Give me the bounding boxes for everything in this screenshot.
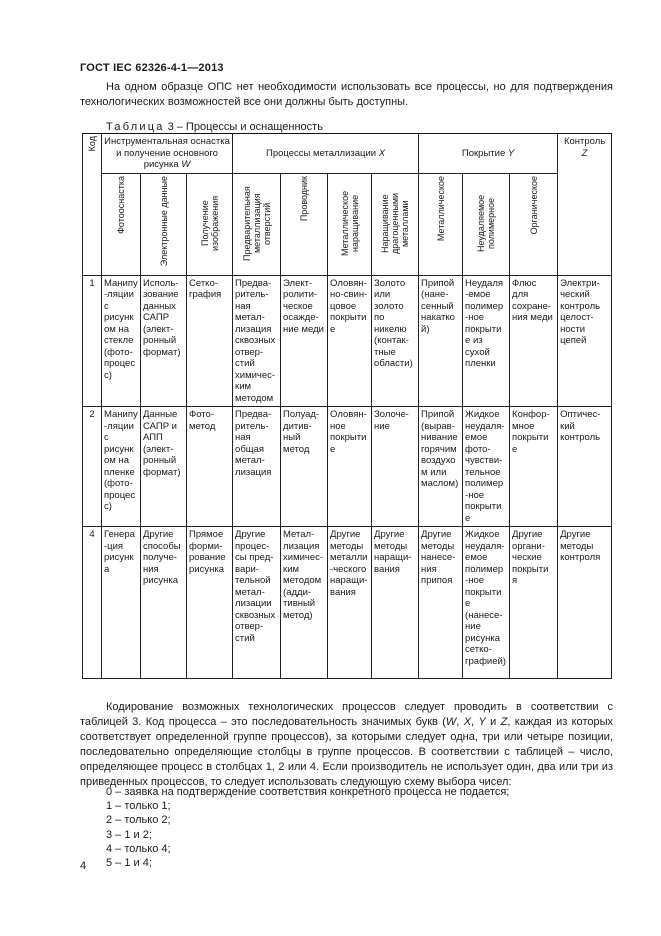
table-cell: Оловян-но-свин-цовое покрыти е bbox=[328, 275, 372, 407]
table-cell: Жидкое неудаля-емое фото-чувстви-тельное полимер -ное покрыти е bbox=[463, 407, 510, 527]
table-cell: Другие методы контроля bbox=[558, 527, 612, 679]
group-header-y: Покрытие Y bbox=[419, 134, 558, 174]
table-cell: Манипу-ляции с рисунком на стекле (фото-процесс) bbox=[102, 275, 141, 407]
list-item: 1 – только 1; bbox=[106, 800, 171, 813]
table-cell: Жидкое неудаля-емое полимер -ное покрыти е (нанесе-ние рисунка сетко-графией) bbox=[463, 527, 510, 679]
table-cell: Золото или золото по никелю (контак-тные области) bbox=[372, 275, 419, 407]
table-cell: Сетко-графия bbox=[187, 275, 233, 407]
table-cell: Другие методы наращи-вания bbox=[372, 527, 419, 679]
table-cell: Полуад-дитив-ный метод bbox=[281, 407, 328, 527]
table-cell: Другие методы нанесе-ния припоя bbox=[419, 527, 463, 679]
subheader-precious-buildup: Наращивание драгоценными металлами bbox=[372, 173, 419, 275]
table-cell: Данные САПР и АПП (элект-ронный формат) bbox=[141, 407, 187, 527]
code-scheme-list bbox=[106, 785, 509, 870]
table-row bbox=[83, 407, 612, 527]
table-cell: Другие органи-ческие покрыти я bbox=[510, 527, 558, 679]
table-cell: Другие процес-сы пред-вари-тельной метал-лизации сквозных отвер-стий bbox=[233, 527, 281, 679]
code-column-header: Код bbox=[83, 134, 102, 276]
table-cell: Прямое форми-рование рисунка bbox=[187, 527, 233, 679]
coding-explanation: Кодирование возможных технологических процессов следует проводить в соответствии с таблицей 3. Код процесса – это последовательность значимых букв (W, X, Y и Z, каждая из которых соответствует определенной группе процессов), за которыми следует одна, три или четыре позиции, последовательно определяющие столбцы в группе процессов. В соответствии с таблицей – число, определяющее процесс в столбцах 1, 2 или 4. Если производитель не использует один, два или три из приведенных процессов, то следует использовать следующую схему выбора чисел: bbox=[80, 701, 613, 788]
body-paragraph bbox=[80, 700, 613, 790]
table-row bbox=[83, 527, 612, 679]
group-header-z: Контроль Z bbox=[558, 134, 612, 276]
list-item: 2 – только 2; bbox=[106, 814, 171, 827]
table-cell: Неудаля -емое полимер -ное покрыти е из сухой пленки bbox=[463, 275, 510, 407]
table-caption-label: Таблица bbox=[106, 121, 165, 133]
process-table bbox=[82, 133, 612, 679]
table-subheader-row bbox=[83, 173, 612, 275]
row-code: 2 bbox=[83, 407, 102, 527]
table-caption bbox=[106, 121, 323, 133]
group-header-x: Процессы металлизации X bbox=[233, 134, 419, 174]
table-cell: Другие способы получе-ния рисунка bbox=[141, 527, 187, 679]
row-code: 4 bbox=[83, 527, 102, 679]
subheader-conductor: Проводник bbox=[281, 173, 328, 275]
intro-paragraph: На одном образце ОПС нет необходимости использовать все процессы, но для подтверждения технологических возможностей все они должны быть доступны. bbox=[80, 81, 613, 108]
row-code: 1 bbox=[83, 275, 102, 407]
table-cell: Конфор-мное покрыти е bbox=[510, 407, 558, 527]
subheader-electronic-data: Электронные данные bbox=[141, 173, 187, 275]
table-cell: Предва-ритель-ная метал-лизация сквозных отвер-стий химичес-ким методом bbox=[233, 275, 281, 407]
table-cell: Золоче-ние bbox=[372, 407, 419, 527]
table-cell: Метал-лизация химичес-ким методом (адди-тивный метод) bbox=[281, 527, 328, 679]
table-cell: Припой (вырав-нивание горячим воздухом или маслом) bbox=[419, 407, 463, 527]
table-row bbox=[83, 275, 612, 407]
table-cell: Другие методы металли-ческого наращи-вания bbox=[328, 527, 372, 679]
table-cell: Электри-ческий контроль целост-ности цепей bbox=[558, 275, 612, 407]
table-cell: Манипу-ляции с рисунком на пленке (фото-процесс) bbox=[102, 407, 141, 527]
table-group-header-row bbox=[83, 134, 612, 174]
table-cell: Оловян-ное покрыти е bbox=[328, 407, 372, 527]
subheader-organic: Органическое bbox=[510, 173, 558, 275]
subheader-photo-tooling: Фотооснастка bbox=[102, 173, 141, 275]
list-item: 4 – только 4; bbox=[106, 842, 171, 855]
list-item: 0 – заявка на подтверждение соответствия конкретного процесса не подается; bbox=[106, 786, 510, 798]
subheader-permanent-polymer: Неудаляемое полимерное bbox=[463, 173, 510, 275]
table-cell: Фото-метод bbox=[187, 407, 233, 527]
table-cell: Предва-ритель-ная общая метал-лизация bbox=[233, 407, 281, 527]
subheader-imaging: Получение изображения bbox=[187, 173, 233, 275]
table-cell: Элект-ролити-ческое осажде-ние меди bbox=[281, 275, 328, 407]
table-caption-title: 3 – Процессы и оснащенность bbox=[164, 121, 323, 133]
list-item: 5 – 1 и 4; bbox=[106, 857, 152, 870]
subheader-hole-premetallization: Предварительная металлизация отверстий bbox=[233, 173, 281, 275]
table-cell: Генера -ция рисунк а bbox=[102, 527, 141, 679]
list-item: 3 – 1 и 2; bbox=[106, 828, 152, 841]
table-cell: Оптичес-кий контроль bbox=[558, 407, 612, 527]
table-cell: Припой (нане-сенный накаткой) bbox=[419, 275, 463, 407]
table-cell: Флюс для сохране-ния меди bbox=[510, 275, 558, 407]
page-number: 4 bbox=[80, 860, 87, 872]
document-header: ГОСТ IEC 62326-4-1—2013 bbox=[80, 62, 224, 74]
subheader-metal-buildup: Металлическое наращивание bbox=[328, 173, 372, 275]
subheader-metallic-coating: Металлическое bbox=[419, 173, 463, 275]
group-header-w: Инструментальная оснастка и получение основного рисунка W bbox=[102, 134, 233, 174]
table-cell: Исполь-зование данных САПР (элект-ронный формат) bbox=[141, 275, 187, 407]
